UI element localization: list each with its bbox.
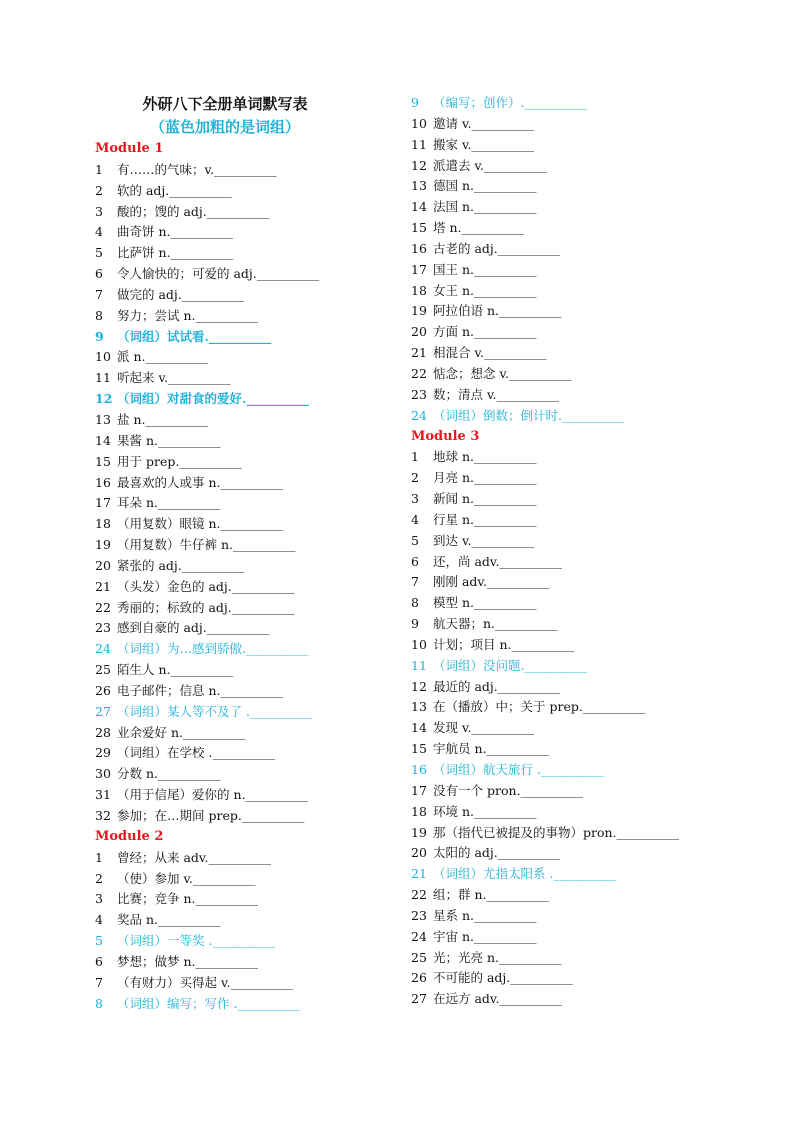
item-text: 法国 n.__________ [433, 199, 537, 215]
item-number: 5 [411, 532, 419, 548]
item-text: 太阳的 adj.__________ [433, 845, 561, 861]
item-number: 11 [411, 136, 427, 152]
item-text: 航天器；n.__________ [433, 616, 558, 632]
item-text: 派遣去 v.__________ [433, 157, 547, 173]
vocab-item [95, 264, 405, 285]
item-number: 9 [95, 328, 104, 344]
item-text: （词组）某人等不及了 .__________ [117, 703, 313, 719]
item-number: 31 [95, 787, 111, 803]
vocab-item [411, 135, 721, 156]
vocab-item [411, 468, 721, 489]
item-number: 15 [411, 220, 427, 236]
item-number: 1 [95, 849, 103, 865]
vocab-item [411, 948, 721, 969]
item-text: 塔 n.__________ [433, 220, 524, 236]
item-number: 10 [411, 115, 427, 131]
item-number: 6 [95, 953, 103, 969]
item-number: 8 [95, 995, 103, 1011]
item-number: 4 [95, 912, 103, 928]
item-text: 阿拉伯语 n.__________ [433, 303, 562, 319]
item-text: 到达 v.__________ [433, 532, 535, 548]
item-number: 26 [411, 970, 427, 986]
item-number: 13 [411, 699, 427, 715]
item-number: 9 [411, 95, 419, 110]
module-heading: Module 1 [95, 141, 164, 156]
vocab-item [411, 156, 721, 177]
item-text: 参加；在…期间 prep.__________ [117, 808, 305, 823]
item-text: 最喜欢的人或事 n.__________ [117, 474, 283, 490]
vocab-item [95, 618, 405, 639]
vocab-item [411, 447, 721, 468]
item-number: 23 [95, 620, 111, 636]
vocab-item [95, 869, 405, 890]
item-text: 最近的 adj.__________ [433, 678, 561, 694]
vocab-item [95, 889, 405, 910]
module-heading: Module 3 [411, 428, 480, 444]
item-number: 25 [95, 662, 111, 678]
item-text: 分数 n.__________ [117, 766, 221, 782]
item-text: 数；清点 v.__________ [433, 386, 560, 402]
item-number: 3 [411, 491, 419, 507]
item-text: 不可能的 adj.__________ [433, 970, 573, 986]
vocab-item [95, 368, 405, 389]
item-number: 22 [95, 599, 111, 615]
item-number: 29 [95, 745, 111, 761]
vocab-item [95, 181, 405, 202]
item-number: 24 [411, 407, 427, 423]
item-text: （用复数）牛仔裤 n.__________ [117, 537, 296, 553]
item-text: 派 n.__________ [117, 349, 208, 365]
item-number: 9 [411, 616, 419, 632]
item-number: 21 [411, 345, 427, 361]
vocab-item [95, 994, 405, 1015]
item-text: （词组）编写；写作 .__________ [117, 995, 300, 1011]
item-number: 8 [411, 595, 419, 611]
item-text: 听起来 v.__________ [117, 370, 231, 386]
vocab-item [95, 806, 405, 827]
item-number: 7 [95, 974, 103, 990]
item-text: 惦念；想念 v.__________ [433, 365, 572, 381]
item-text: （词组）在学校 .__________ [117, 745, 275, 761]
item-text: （使）参加 v.__________ [117, 870, 256, 886]
item-number: 16 [411, 762, 427, 777]
item-text: 宇航员 n.__________ [433, 741, 549, 757]
vocab-item [411, 510, 721, 531]
item-number: 5 [95, 245, 103, 261]
item-number: 20 [411, 845, 427, 861]
vocab-item [411, 823, 721, 844]
item-number: 20 [95, 557, 111, 573]
item-text: （用于信尾）爱你的 n.__________ [117, 787, 308, 803]
vocab-item [95, 493, 405, 514]
item-number: 7 [411, 574, 419, 590]
item-text: 令人愉快的；可爱的 adj.__________ [117, 266, 320, 282]
item-number: 12 [411, 157, 427, 173]
item-number: 10 [95, 349, 111, 365]
item-text: 有……的气味；v.__________ [117, 161, 277, 177]
vocab-item [411, 677, 721, 698]
item-number: 24 [411, 928, 427, 944]
item-number: 16 [95, 474, 111, 490]
vocab-item [95, 910, 405, 931]
item-number: 19 [411, 824, 427, 840]
vocab-item [95, 389, 405, 410]
item-text: 行星 n.__________ [433, 511, 537, 527]
vocab-item [411, 989, 721, 1010]
item-text: 电子邮件；信息 n.__________ [117, 682, 283, 698]
item-text: 地球 n.__________ [433, 449, 537, 465]
item-text: 刚刚 adv.__________ [433, 574, 550, 590]
vocab-item [95, 723, 405, 744]
item-number: 19 [95, 537, 111, 553]
item-text: 搬家 v.__________ [433, 136, 535, 152]
vocab-item [411, 322, 721, 343]
item-text: （编写；创作）.__________ [433, 95, 587, 110]
item-number: 11 [411, 657, 427, 673]
left-column [95, 93, 405, 1014]
page-title: 外研八下全册单词默写表 [142, 95, 308, 113]
vocab-item [411, 552, 721, 573]
item-number: 24 [95, 641, 111, 657]
right-vocab-list [411, 93, 721, 1010]
item-number: 6 [95, 266, 103, 282]
item-text: 感到自豪的 adj.__________ [117, 620, 270, 636]
item-text: 没有一个 pron.__________ [433, 782, 584, 798]
vocab-item [95, 848, 405, 869]
vocab-item [95, 202, 405, 223]
item-text: 星系 n.__________ [433, 907, 537, 923]
item-text: 曲奇饼 n.__________ [117, 224, 233, 240]
item-number: 13 [95, 411, 111, 427]
item-number: 18 [411, 803, 427, 819]
item-number: 8 [95, 307, 103, 323]
item-number: 30 [95, 766, 111, 782]
item-text: 德国 n.__________ [433, 178, 537, 194]
item-number: 27 [411, 991, 427, 1007]
item-number: 21 [95, 578, 111, 594]
item-text: （词组）试试看.__________ [117, 328, 272, 344]
vocab-item [411, 760, 721, 781]
item-number: 19 [411, 303, 427, 319]
vocab-item [95, 452, 405, 473]
item-text: 女王 n.__________ [433, 282, 537, 298]
vocab-item [411, 406, 721, 427]
item-number: 23 [411, 386, 427, 402]
vocab-item [411, 739, 721, 760]
vocab-item [95, 952, 405, 973]
item-text: 梦想；做梦 n.__________ [117, 953, 258, 969]
item-number: 32 [95, 808, 111, 823]
item-text: 比萨饼 n.__________ [117, 245, 233, 261]
vocab-item [411, 593, 721, 614]
right-column [411, 93, 721, 1010]
vocab-item [411, 489, 721, 510]
vocab-item [411, 656, 721, 677]
item-number: 14 [95, 432, 111, 448]
vocab-item [95, 285, 405, 306]
item-number: 12 [411, 678, 427, 694]
item-number: 22 [411, 887, 427, 903]
item-number: 20 [411, 324, 427, 340]
vocab-item [95, 410, 405, 431]
item-number: 17 [411, 782, 427, 798]
item-text: 环境 n.__________ [433, 803, 537, 819]
vocab-item [411, 343, 721, 364]
vocab-item [411, 260, 721, 281]
item-number: 23 [411, 907, 427, 923]
item-text: 酸的；馊的 adj.__________ [117, 203, 270, 219]
vocab-item [411, 239, 721, 260]
item-text: （词组）为…感到骄傲.__________ [117, 641, 309, 657]
item-text: 曾经；从来 adv.__________ [117, 849, 271, 865]
item-text: 月亮 n.__________ [433, 470, 537, 486]
item-text: 相混合 v.__________ [433, 345, 547, 361]
item-text: （用复数）眼镜 n.__________ [117, 516, 283, 532]
item-number: 22 [411, 365, 427, 381]
vocab-item [95, 764, 405, 785]
vocab-item [411, 718, 721, 739]
vocab-item [411, 176, 721, 197]
item-number: 18 [95, 516, 111, 532]
item-number: 7 [95, 286, 103, 302]
item-text: 方面 n.__________ [433, 324, 537, 340]
vocab-item [95, 243, 405, 264]
vocab-item [411, 885, 721, 906]
item-text: 在（播放）中；关于 prep.__________ [433, 699, 646, 715]
item-number: 14 [411, 199, 427, 215]
item-text: 软的 adj.__________ [117, 182, 232, 198]
item-text: 紧张的 adj.__________ [117, 557, 245, 573]
item-number: 25 [411, 949, 427, 965]
item-text: 发现 v.__________ [433, 720, 535, 736]
vocab-item [411, 218, 721, 239]
item-number: 2 [411, 470, 419, 486]
vocab-item [411, 114, 721, 135]
vocab-item [95, 327, 405, 348]
item-number: 26 [95, 682, 111, 698]
item-text: （头发）金色的 adj.__________ [117, 578, 295, 594]
item-text: （词组）倒数；倒计时.__________ [433, 407, 625, 423]
item-number: 11 [95, 370, 111, 386]
vocab-item [95, 660, 405, 681]
vocab-item [411, 385, 721, 406]
item-text: 光；光亮 n.__________ [433, 949, 562, 965]
item-text: 努力；尝试 n.__________ [117, 307, 258, 323]
item-text: 宇宙 n.__________ [433, 928, 537, 944]
item-number: 5 [95, 933, 103, 949]
vocab-item [411, 301, 721, 322]
item-text: 做完的 adj.__________ [117, 286, 245, 302]
item-number: 17 [411, 261, 427, 277]
vocab-item [95, 681, 405, 702]
vocab-item [411, 968, 721, 989]
item-text: （词组）没问题.__________ [433, 657, 587, 673]
vocab-item [95, 556, 405, 577]
vocab-item [411, 197, 721, 218]
left-vocab-list [95, 139, 405, 1014]
module-heading: Module 2 [95, 828, 164, 844]
item-number: 10 [411, 636, 427, 652]
item-number: 12 [95, 391, 113, 407]
item-text: 盐 n.__________ [117, 411, 208, 427]
page-subtitle: （蓝色加粗的是词组） [149, 118, 300, 136]
vocab-item [95, 702, 405, 723]
item-text: 国王 n.__________ [433, 261, 537, 277]
vocab-item [95, 431, 405, 452]
vocab-item [95, 743, 405, 764]
vocab-item [95, 473, 405, 494]
vocab-item [411, 614, 721, 635]
item-text: 用于 prep.__________ [117, 453, 242, 469]
vocab-item [411, 927, 721, 948]
vocab-item [95, 160, 405, 181]
item-number: 3 [95, 891, 103, 907]
item-number: 17 [95, 495, 111, 511]
vocab-item [95, 306, 405, 327]
vocab-item [411, 697, 721, 718]
item-number: 1 [411, 449, 419, 465]
item-number: 1 [95, 161, 103, 177]
item-text: 邀请 v.__________ [433, 115, 535, 131]
item-text: 果酱 n.__________ [117, 432, 221, 448]
vocab-item [411, 572, 721, 593]
vocab-item [411, 635, 721, 656]
item-text: 组；群 n.__________ [433, 887, 549, 903]
item-number: 27 [95, 703, 111, 719]
vocab-item [411, 843, 721, 864]
vocab-item [411, 93, 721, 114]
item-text: （词组）航天旅行 .__________ [433, 762, 604, 777]
item-text: 模型 n.__________ [433, 595, 537, 611]
vocab-item [411, 781, 721, 802]
vocab-item [95, 535, 405, 556]
vocab-item [411, 364, 721, 385]
item-text: （词组）一等奖 .__________ [117, 933, 275, 949]
vocab-item [95, 931, 405, 952]
item-number: 28 [95, 724, 111, 740]
item-text: 那（指代已被提及的事物）pron.__________ [433, 824, 680, 840]
vocab-item [95, 514, 405, 535]
item-number: 2 [95, 182, 103, 198]
item-text: （词组）对甜食的爱好.__________ [117, 391, 309, 407]
item-number: 18 [411, 282, 427, 298]
item-text: 还，尚 adv.__________ [433, 553, 562, 569]
item-text: 耳朵 n.__________ [117, 495, 221, 511]
vocab-item [411, 802, 721, 823]
item-text: 在远方 adv.__________ [433, 991, 562, 1007]
vocab-item [95, 973, 405, 994]
item-number: 6 [411, 553, 419, 569]
item-number: 16 [411, 240, 427, 256]
vocab-item [411, 281, 721, 302]
vocab-item [95, 347, 405, 368]
vocab-item [411, 906, 721, 927]
item-number: 2 [95, 870, 103, 886]
item-text: 陌生人 n.__________ [117, 662, 233, 678]
item-text: （有财力）买得起 v.__________ [117, 974, 294, 990]
vocab-item [95, 598, 405, 619]
vocab-item [411, 531, 721, 552]
item-text: 比赛；竞争 n.__________ [117, 891, 258, 907]
item-text: 计划；项目 n.__________ [433, 636, 574, 652]
vocab-item [95, 577, 405, 598]
item-number: 4 [411, 511, 419, 527]
item-number: 3 [95, 203, 103, 219]
vocab-item [95, 785, 405, 806]
item-number: 15 [95, 453, 111, 469]
vocab-item [95, 639, 405, 660]
item-number: 4 [95, 224, 103, 240]
item-text: 新闻 n.__________ [433, 491, 537, 507]
item-text: （词组）尤指太阳系 .__________ [433, 866, 616, 882]
vocab-item [95, 222, 405, 243]
item-number: 14 [411, 720, 427, 736]
item-number: 15 [411, 741, 427, 757]
item-number: 13 [411, 178, 427, 194]
vocab-item [411, 864, 721, 885]
item-text: 秀丽的；标致的 adj.__________ [117, 599, 295, 615]
item-number: 21 [411, 866, 427, 882]
item-text: 业余爱好 n.__________ [117, 724, 246, 740]
item-text: 奖品 n.__________ [117, 912, 221, 928]
item-text: 古老的 adj.__________ [433, 240, 561, 256]
